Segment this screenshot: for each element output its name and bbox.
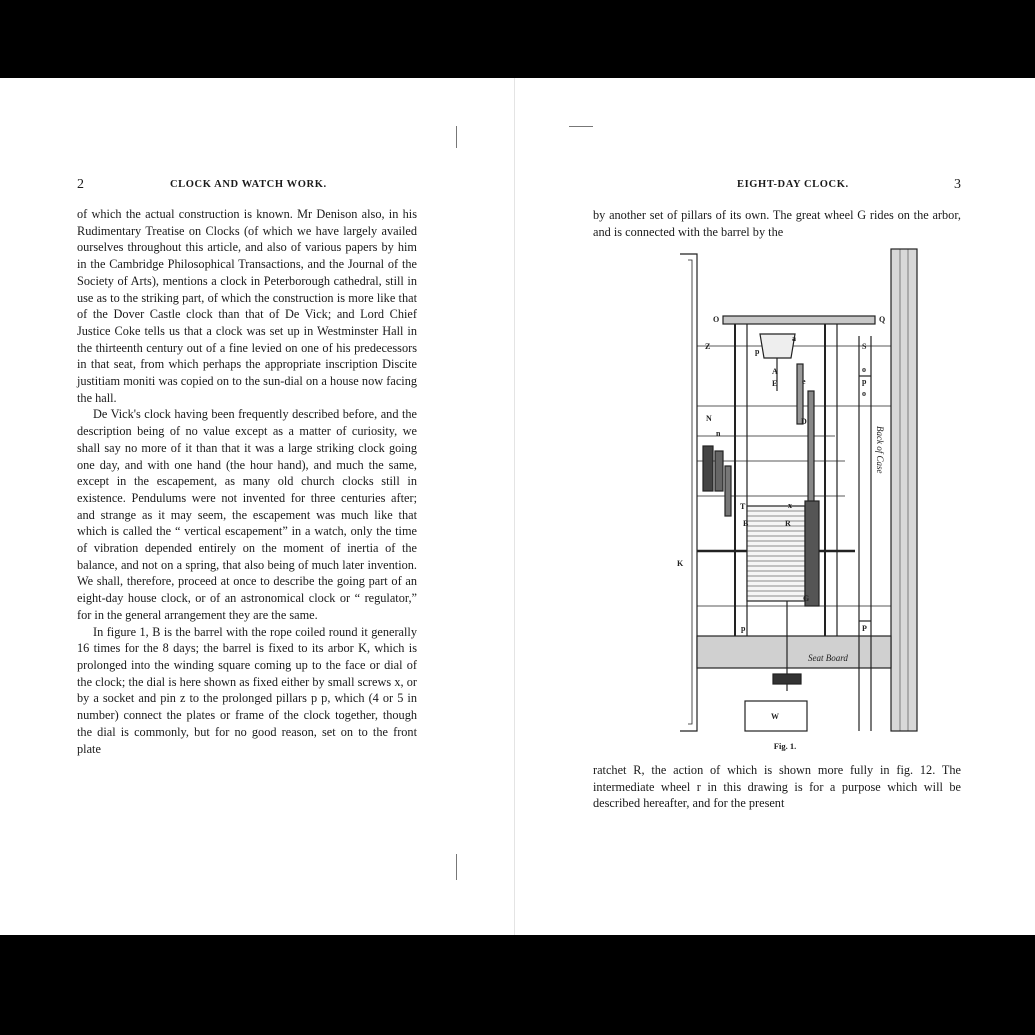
- label-D: D: [801, 417, 807, 426]
- label-back-of-case: Back of Case: [875, 426, 885, 474]
- label-S: S: [862, 342, 867, 351]
- label-x: x: [788, 501, 792, 510]
- page-number: 2: [77, 177, 84, 192]
- running-head: EIGHT-DAY CLOCK.: [737, 179, 849, 190]
- label-Z: Z: [705, 342, 711, 351]
- paragraph: ratchet R, the action of which is shown more fully in fig. 12. The intermediate wheel r in this drawing is for a purpose which will be described hereafter, and for the present: [593, 763, 961, 811]
- label-p-small: p: [862, 377, 867, 386]
- scan-mark: [569, 126, 593, 127]
- barrel: [747, 506, 805, 601]
- label-o2: o: [862, 389, 866, 398]
- label-K: K: [677, 559, 684, 568]
- paragraph: by another set of pillars of its own. The great wheel G rides on the arbor, and is connected with the barrel by the: [593, 208, 961, 239]
- label-p2: p: [741, 624, 746, 633]
- great-wheel: [805, 501, 819, 606]
- body-text: [77, 206, 417, 757]
- label-B: B: [743, 519, 749, 528]
- scan-mark: [456, 854, 457, 880]
- body-text-bottom: [593, 762, 961, 812]
- book-spread: [0, 78, 1035, 935]
- left-page: [0, 78, 514, 935]
- label-O: O: [713, 315, 720, 324]
- label-N: N: [706, 414, 712, 423]
- label-P: P: [862, 624, 867, 633]
- scan-mark: [456, 126, 457, 148]
- paragraph: In figure 1, B is the barrel with the rope coiled round it generally 16 times for the 8 days; the barrel is fixed to its arbor K, which is prolonged into the winding square coming up to the face or dial of the clock; the dial is here shown as fixed either by small screws x, or by a socket and pin z to the prolonged pillars p p, which (4 or 5 in number) connect the plates or frame of the clock together, though the dial is commonly, but for no good reason, set on to the front plate: [77, 624, 417, 756]
- label-Q: Q: [879, 315, 886, 324]
- label-seat-board: Seat Board: [808, 653, 848, 663]
- back-of-case: [891, 249, 917, 731]
- label-G: G: [803, 594, 810, 603]
- right-page: [515, 78, 1035, 935]
- label-T: T: [740, 502, 746, 511]
- paragraph: of which the actual construction is known. Mr Denison also, in his Rudimentary Treatise on Clocks (of which we have largely availed ourselves throughout this article, and also of various papers by him in the Cambridge Philosophical Transactions, and the Journal of the Society of Arts), mentions a clock in Peterborough cathedral, still in use as to the striking part, of which the construction is more like that of the Dover Castle clock than that of De Vick; and Lord Chief Justice Coke tells us that a clock was set up in Westminster Hall in the thirteenth century out of a fine levied on one of his predecessors in that seat, from which perhaps the appropriate inscription Discite justitiam moniti was copied on to the sun-dial on a house now facing the hall.: [77, 207, 417, 405]
- label-e: e: [802, 377, 806, 386]
- page-number: 3: [954, 177, 961, 192]
- label-W: W: [771, 712, 779, 721]
- label-a: a: [792, 334, 796, 343]
- body-text-top: [593, 207, 961, 240]
- dial-plate: [680, 254, 697, 731]
- paragraph: De Vick's clock having been frequently described before, and the description being of no value except as a matter of curiosity, we shall say no more of it than that it was a large striking clock going one day, and with one hand (the hour hand), and much the same, except in the escapement, as many old church clocks still in existence. Pendulums were not invented for three centuries after; and strange as it may seem, the escapement was much like that which is called the “ vertical escapement” in a watch, only the time of vibration depended entirely on the moment of inertia of the balance, and not on a spring, that also being of much later invention. We shall, therefore, proceed at once to describe the going part of an eight-day house clock, or of an astronomical clock or “ regulator,” for in the general arrangement they are the same.: [77, 407, 417, 622]
- seat-board: [697, 636, 891, 668]
- figure-caption: Fig. 1.: [773, 741, 797, 751]
- label-o: o: [862, 365, 866, 374]
- label-E: E: [772, 379, 778, 388]
- label-p1: p: [755, 347, 760, 356]
- running-head: CLOCK AND WATCH WORK.: [170, 179, 327, 190]
- label-A: A: [772, 367, 778, 376]
- label-n: n: [716, 429, 721, 438]
- label-R: R: [785, 519, 791, 528]
- clock-diagram: [675, 246, 975, 736]
